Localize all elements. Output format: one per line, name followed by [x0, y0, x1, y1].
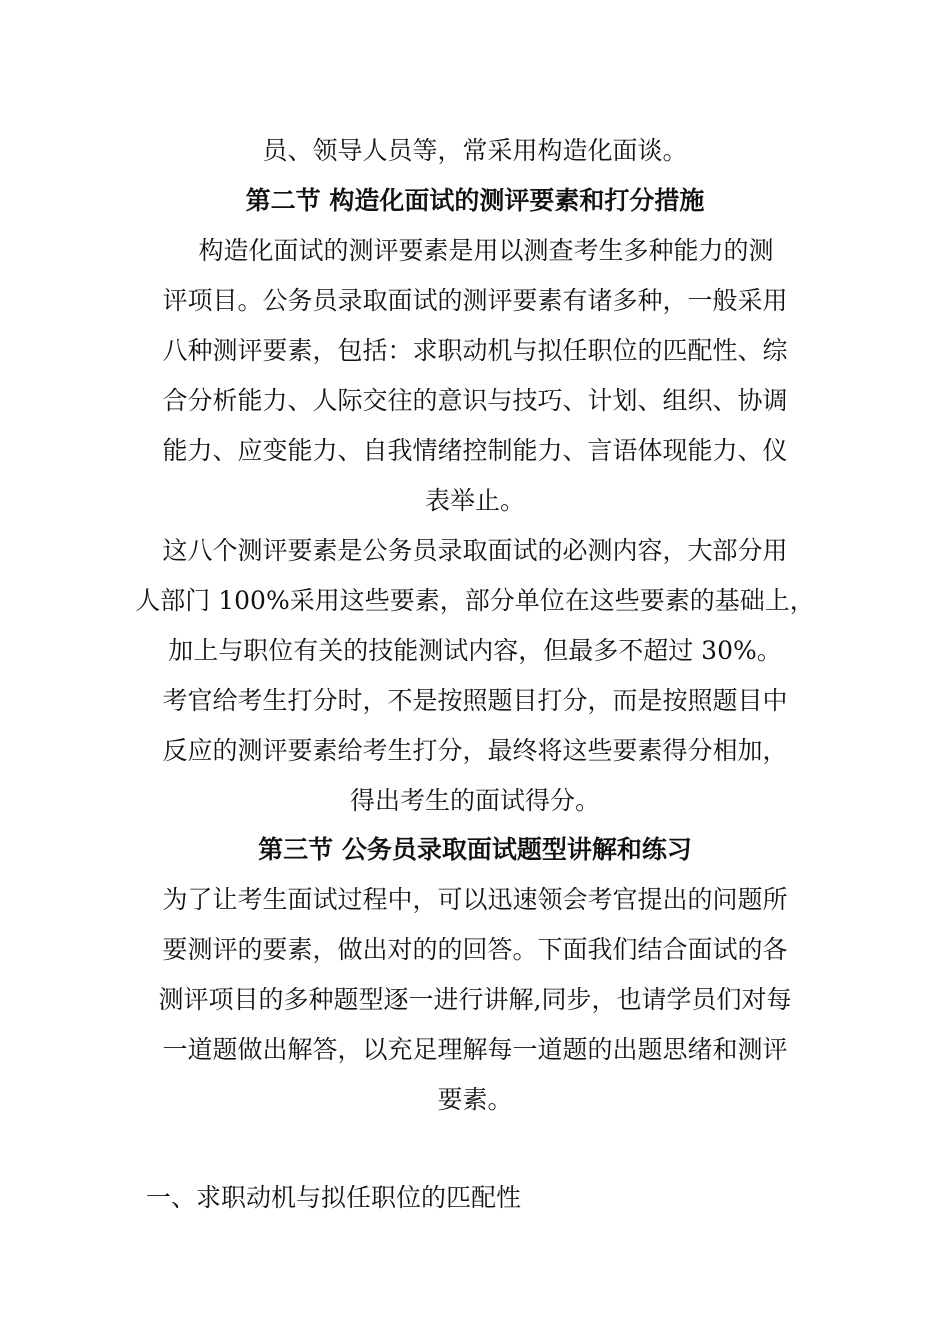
- paragraph-line: 要测评的要素，做出对的的回答。下面我们结合面试的各: [162, 935, 788, 964]
- paragraph-line: 要素。: [437, 1085, 513, 1114]
- paragraph-line: 一道题做出解答，以充足理解每一道题的出题思绪和测评: [162, 1035, 788, 1064]
- section-heading: 第二节 构造化面试的测评要素和打分措施: [245, 186, 705, 215]
- paragraph-line: 合分析能力、人际交往的意识与技巧、计划、组织、协调: [162, 386, 788, 415]
- paragraph-line: 得出考生的面试得分。: [349, 786, 600, 815]
- paragraph-line: 人部门 100%采用这些要素，部分单位在这些要素的基础上，: [135, 586, 815, 615]
- paragraph-line: 为了让考生面试过程中，可以迅速领会考官提出的问题所: [162, 885, 788, 914]
- paragraph-line: 表举止。: [424, 486, 525, 515]
- paragraph-line: 这八个测评要素是公务员录取面试的必测内容，大部分用: [162, 536, 788, 565]
- paragraph-line: 加上与职位有关的技能测试内容，但最多不超过 30%。: [168, 636, 782, 665]
- paragraph-line: 测评项目的多种题型逐一进行讲解,同步，也请学员们对每: [158, 985, 792, 1014]
- paragraph-line: 构造化面试的测评要素是用以测查考生多种能力的测: [198, 236, 774, 265]
- paragraph-line: 考官给考生打分时，不是按照题目打分，而是按照题目中: [162, 686, 788, 715]
- paragraph-line: 八种测评要素，包括：求职动机与拟任职位的匹配性、综: [162, 336, 788, 365]
- section-heading: 第三节 公务员录取面试题型讲解和练习: [258, 835, 692, 864]
- paragraph-line: 反应的测评要素给考生打分，最终将这些要素得分相加，: [162, 736, 788, 765]
- paragraph-line: 员、领导人员等，常采用构造化面谈。: [262, 136, 688, 165]
- paragraph-line: 能力、应变能力、自我情绪控制能力、言语体现能力、仪: [162, 436, 788, 465]
- paragraph-line: 评项目。公务员录取面试的测评要素有诸多种，一般采用: [162, 286, 788, 315]
- subsection-title: 一、求职动机与拟任职位的匹配性: [146, 1183, 522, 1212]
